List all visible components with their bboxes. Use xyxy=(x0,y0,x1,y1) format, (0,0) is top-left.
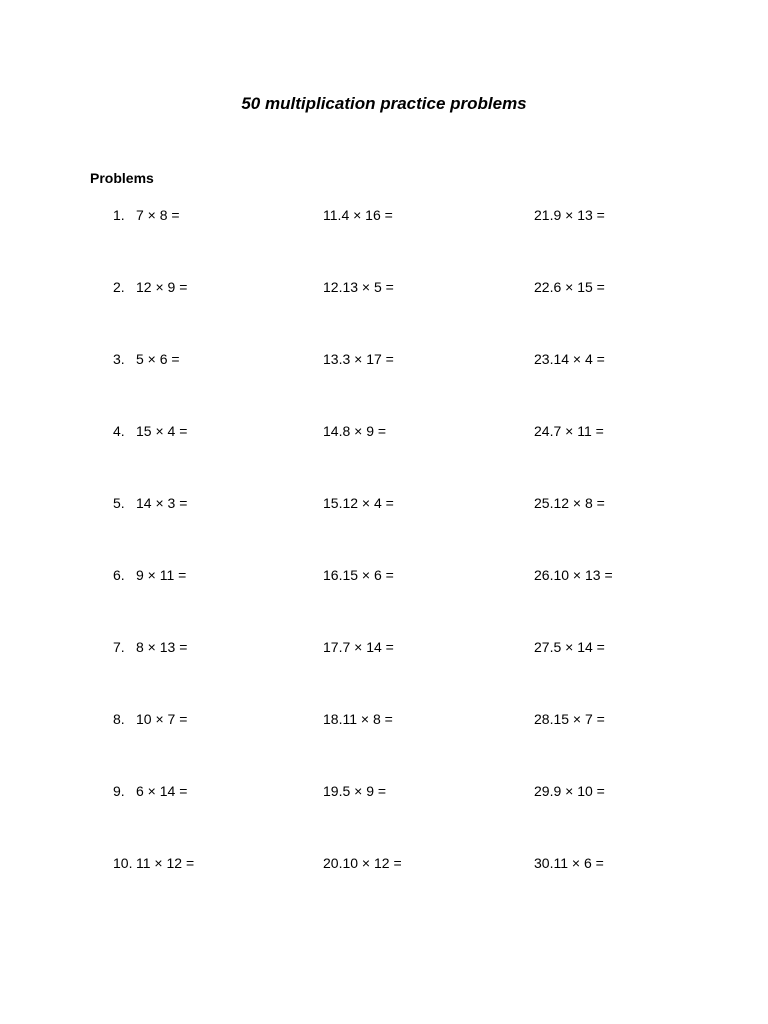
problem-number: 3. xyxy=(113,351,125,367)
section-heading: Problems xyxy=(90,170,154,186)
problem-item xyxy=(534,277,613,349)
problem-item xyxy=(113,205,194,277)
problem-expression: 9 × 13 = xyxy=(553,207,605,223)
problem-item xyxy=(113,637,194,709)
problem-number: 19. xyxy=(323,783,343,799)
problem-number: 1. xyxy=(113,207,125,223)
problem-number: 7. xyxy=(113,639,125,655)
problem-expression: 12 × 8 = xyxy=(553,495,605,511)
problem-number: 17. xyxy=(323,639,343,655)
problem-number: 11. xyxy=(323,207,342,223)
problem-item xyxy=(113,421,194,493)
document-title: 50 multiplication practice problems xyxy=(241,94,527,113)
problem-number: 27. xyxy=(534,639,554,655)
problem-expression: 15 × 7 = xyxy=(553,711,605,727)
problem-number: 9. xyxy=(113,783,125,799)
problem-expression: 9 × 10 = xyxy=(553,783,605,799)
problem-number: 22. xyxy=(534,279,554,295)
problem-number: 6. xyxy=(113,567,125,583)
problem-item xyxy=(534,493,613,565)
problem-column-3 xyxy=(534,205,613,925)
problem-number: 15. xyxy=(323,495,343,511)
problem-expression: 15 × 6 = xyxy=(342,567,394,583)
problem-number: 28. xyxy=(534,711,554,727)
problem-expression: 15 × 4 = xyxy=(136,423,188,439)
problem-item xyxy=(534,421,613,493)
problem-item xyxy=(323,565,402,637)
problem-expression: 5 × 9 = xyxy=(342,783,387,799)
problem-expression: 7 × 11 = xyxy=(553,423,604,439)
problem-item xyxy=(113,277,194,349)
problem-expression: 14 × 4 = xyxy=(553,351,605,367)
problem-expression: 7 × 14 = xyxy=(342,639,394,655)
problem-item xyxy=(113,565,194,637)
problem-item xyxy=(323,277,402,349)
problem-item xyxy=(323,709,402,781)
problem-expression: 11 × 8 = xyxy=(342,711,393,727)
problem-item xyxy=(534,709,613,781)
problem-item xyxy=(534,205,613,277)
problem-number: 26. xyxy=(534,567,554,583)
problem-expression: 11 × 12 = xyxy=(136,855,195,871)
problem-item xyxy=(323,493,402,565)
problem-number: 20. xyxy=(323,855,343,871)
problem-item xyxy=(323,781,402,853)
problem-expression: 10 × 13 = xyxy=(553,567,613,583)
problem-expression: 7 × 8 = xyxy=(136,207,180,223)
problem-number: 8. xyxy=(113,711,125,727)
problem-number: 25. xyxy=(534,495,554,511)
problem-number: 2. xyxy=(113,279,125,295)
problem-expression: 8 × 13 = xyxy=(136,639,188,655)
problem-expression: 5 × 6 = xyxy=(136,351,180,367)
problem-number: 14. xyxy=(323,423,343,439)
problem-expression: 6 × 14 = xyxy=(136,783,188,799)
problem-number: 24. xyxy=(534,423,554,439)
problem-expression: 14 × 3 = xyxy=(136,495,188,511)
problem-expression: 11 × 6 = xyxy=(553,855,604,871)
problem-expression: 12 × 4 = xyxy=(342,495,394,511)
problem-item xyxy=(534,565,613,637)
problem-expression: 12 × 9 = xyxy=(136,279,188,295)
problem-expression: 10 × 7 = xyxy=(136,711,188,727)
problem-column-1 xyxy=(113,205,194,925)
problem-expression: 9 × 11 = xyxy=(136,567,187,583)
problem-column-2 xyxy=(323,205,402,925)
problem-number: 10. xyxy=(113,855,133,871)
problem-item xyxy=(323,421,402,493)
problem-expression: 6 × 15 = xyxy=(553,279,605,295)
problem-expression: 5 × 14 = xyxy=(553,639,605,655)
problem-expression: 13 × 5 = xyxy=(342,279,394,295)
problem-number: 30. xyxy=(534,855,554,871)
problem-number: 12. xyxy=(323,279,343,295)
problem-item xyxy=(113,709,194,781)
problem-expression: 3 × 17 = xyxy=(342,351,394,367)
problem-number: 18. xyxy=(323,711,343,727)
problem-item xyxy=(323,349,402,421)
problem-item xyxy=(113,493,194,565)
problem-number: 23. xyxy=(534,351,554,367)
problem-item xyxy=(323,853,402,925)
problem-number: 4. xyxy=(113,423,125,439)
problem-item xyxy=(534,349,613,421)
problem-item xyxy=(534,781,613,853)
problem-item xyxy=(534,853,613,925)
problem-expression: 4 × 16 = xyxy=(341,207,393,223)
problem-number: 21. xyxy=(534,207,554,223)
problem-item xyxy=(113,781,194,853)
problem-item xyxy=(113,349,194,421)
problem-expression: 10 × 12 = xyxy=(342,855,402,871)
problem-expression: 8 × 9 = xyxy=(342,423,387,439)
problem-item xyxy=(113,853,194,925)
problem-number: 5. xyxy=(113,495,125,511)
problem-item xyxy=(534,637,613,709)
problem-number: 29. xyxy=(534,783,554,799)
problem-item xyxy=(323,205,402,277)
problem-number: 16. xyxy=(323,567,343,583)
problem-number: 13. xyxy=(323,351,343,367)
problem-item xyxy=(323,637,402,709)
